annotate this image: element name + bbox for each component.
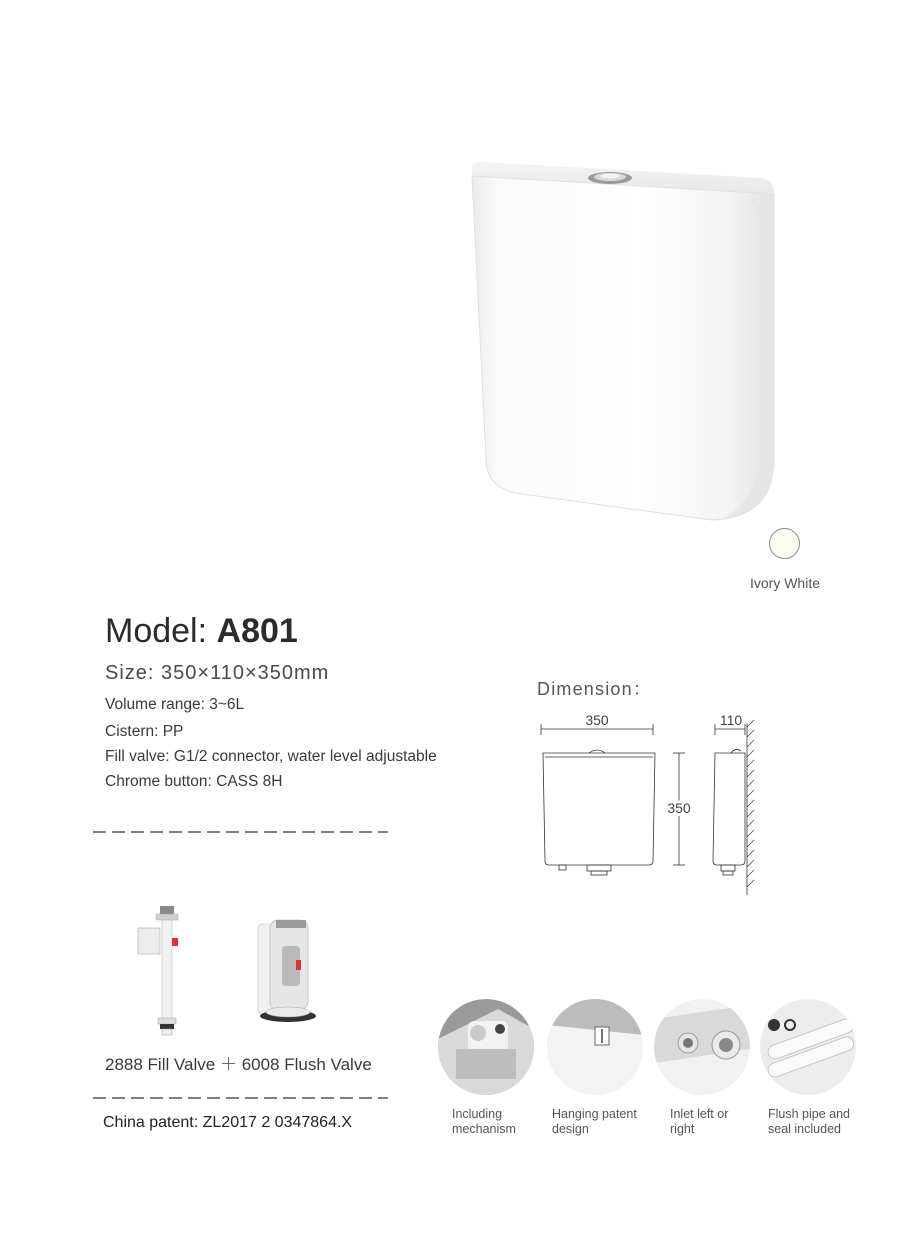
cistern-product-photo bbox=[462, 158, 782, 523]
dashed-divider bbox=[93, 830, 388, 834]
feature-caption-mechanism: Including mechanism bbox=[452, 1107, 516, 1136]
feature-mechanism-photo bbox=[438, 999, 534, 1095]
spec-volume: Volume range: 3~6L bbox=[105, 696, 245, 713]
width-label: 350 bbox=[585, 712, 609, 728]
swatch-label: Ivory White bbox=[749, 575, 820, 591]
feature-caption-hanging: Hanging patent design bbox=[552, 1107, 637, 1136]
spec-cistern: Cistern: PP bbox=[105, 723, 184, 740]
dimension-drawing bbox=[535, 705, 765, 900]
dimension-label: Dimension： bbox=[537, 679, 653, 699]
model-title bbox=[105, 612, 298, 651]
size-line: Size: 350×110×350mm bbox=[105, 662, 330, 684]
ivory-white-swatch[interactable] bbox=[769, 528, 800, 559]
patent-text: China patent: ZL2017 2 0347864.X bbox=[103, 1114, 353, 1131]
height-label: 350 bbox=[667, 800, 691, 816]
feature-inlet-photo bbox=[654, 999, 750, 1095]
feature-caption-inlet: Inlet left or right bbox=[670, 1107, 729, 1136]
valves-photo bbox=[118, 900, 333, 1040]
feature-flush-pipe-photo bbox=[760, 999, 856, 1095]
valves-caption: 2888 Fill Valve ＋ 6008 Flush Valve bbox=[105, 1055, 372, 1074]
spec-chrome-button: Chrome button: CASS 8H bbox=[105, 773, 283, 790]
depth-label: 110 bbox=[719, 712, 743, 728]
model-code: A801 bbox=[216, 612, 298, 650]
dashed-divider bbox=[93, 1096, 388, 1100]
spec-fill-valve: Fill valve: G1/2 connector, water level adjustable bbox=[105, 748, 437, 765]
feature-caption-flush-pipe: Flush pipe and seal included bbox=[768, 1107, 851, 1136]
feature-hanging-photo bbox=[547, 999, 643, 1095]
model-prefix: Model: bbox=[105, 612, 208, 650]
